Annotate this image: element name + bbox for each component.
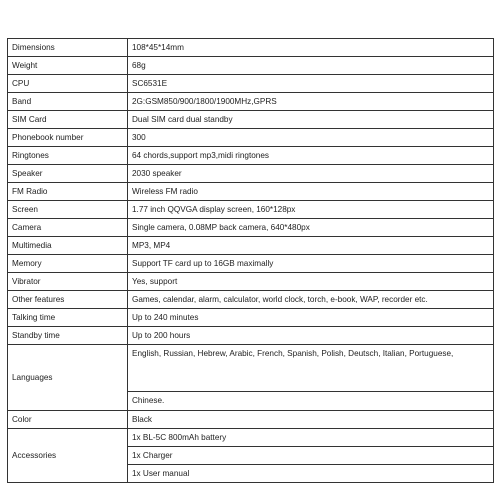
spec-value: MP3, MP4 — [128, 237, 494, 255]
spec-row — [8, 183, 494, 201]
spec-value: 108*45*14mm — [128, 39, 494, 57]
spec-label: Vibrator — [8, 273, 128, 291]
spec-value: 1.77 inch QQVGA display screen, 160*128px — [128, 201, 494, 219]
spec-row — [8, 39, 494, 57]
accessory-item: 1x User manual — [128, 465, 494, 483]
spec-table — [7, 38, 494, 483]
languages-label: Languages — [8, 345, 128, 411]
spec-label: Other features — [8, 291, 128, 309]
spec-label: Band — [8, 93, 128, 111]
spec-value: Support TF card up to 16GB maximally — [128, 255, 494, 273]
spec-label: CPU — [8, 75, 128, 93]
color-label: Color — [8, 411, 128, 429]
spec-label: Weight — [8, 57, 128, 75]
spec-value: SC6531E — [128, 75, 494, 93]
spec-value: 2G:GSM850/900/1800/1900MHz,GPRS — [128, 93, 494, 111]
spec-label: Memory — [8, 255, 128, 273]
spec-row — [8, 93, 494, 111]
spec-value: Games, calendar, alarm, calculator, world clock, torch, e-book, WAP, recorder etc. — [128, 291, 494, 309]
spec-value: 2030 speaker — [128, 165, 494, 183]
languages-value-line2: Chinese. — [128, 392, 494, 411]
spec-value: Dual SIM card dual standby — [128, 111, 494, 129]
spec-row — [8, 57, 494, 75]
accessory-item: 1x BL-5C 800mAh battery — [128, 429, 494, 447]
spec-value: Yes, support — [128, 273, 494, 291]
spec-value: 300 — [128, 129, 494, 147]
spec-row — [8, 255, 494, 273]
spec-value: Up to 200 hours — [128, 327, 494, 345]
spec-row — [8, 75, 494, 93]
spec-label: Camera — [8, 219, 128, 237]
spec-row — [8, 201, 494, 219]
languages-row — [8, 345, 494, 392]
spec-row — [8, 237, 494, 255]
spec-label: Speaker — [8, 165, 128, 183]
spec-value: Up to 240 minutes — [128, 309, 494, 327]
color-row — [8, 411, 494, 429]
accessories-label: Accessories — [8, 429, 128, 483]
spec-value: Wireless FM radio — [128, 183, 494, 201]
spec-label: Phonebook number — [8, 129, 128, 147]
spec-row — [8, 219, 494, 237]
spec-row — [8, 111, 494, 129]
spec-value: 64 chords,support mp3,midi ringtones — [128, 147, 494, 165]
spec-row — [8, 147, 494, 165]
spec-row — [8, 273, 494, 291]
spec-row — [8, 165, 494, 183]
accessory-item: 1x Charger — [128, 447, 494, 465]
spec-row — [8, 291, 494, 309]
spec-value: 68g — [128, 57, 494, 75]
spec-label: Screen — [8, 201, 128, 219]
spec-label: SIM Card — [8, 111, 128, 129]
color-value: Black — [128, 411, 494, 429]
spec-label: Talking time — [8, 309, 128, 327]
spec-label: FM Radio — [8, 183, 128, 201]
spec-label: Multimedia — [8, 237, 128, 255]
spec-label: Dimensions — [8, 39, 128, 57]
spec-label: Ringtones — [8, 147, 128, 165]
spec-label: Standby time — [8, 327, 128, 345]
accessories-row — [8, 429, 494, 447]
spec-row — [8, 309, 494, 327]
spec-row — [8, 129, 494, 147]
spec-value: Single camera, 0.08MP back camera, 640*480px — [128, 219, 494, 237]
spec-row — [8, 327, 494, 345]
languages-value-line1: English, Russian, Hebrew, Arabic, French, Spanish, Polish, Deutsch, Italian, Portuguese, — [128, 345, 494, 392]
spec-table-body — [8, 39, 494, 483]
